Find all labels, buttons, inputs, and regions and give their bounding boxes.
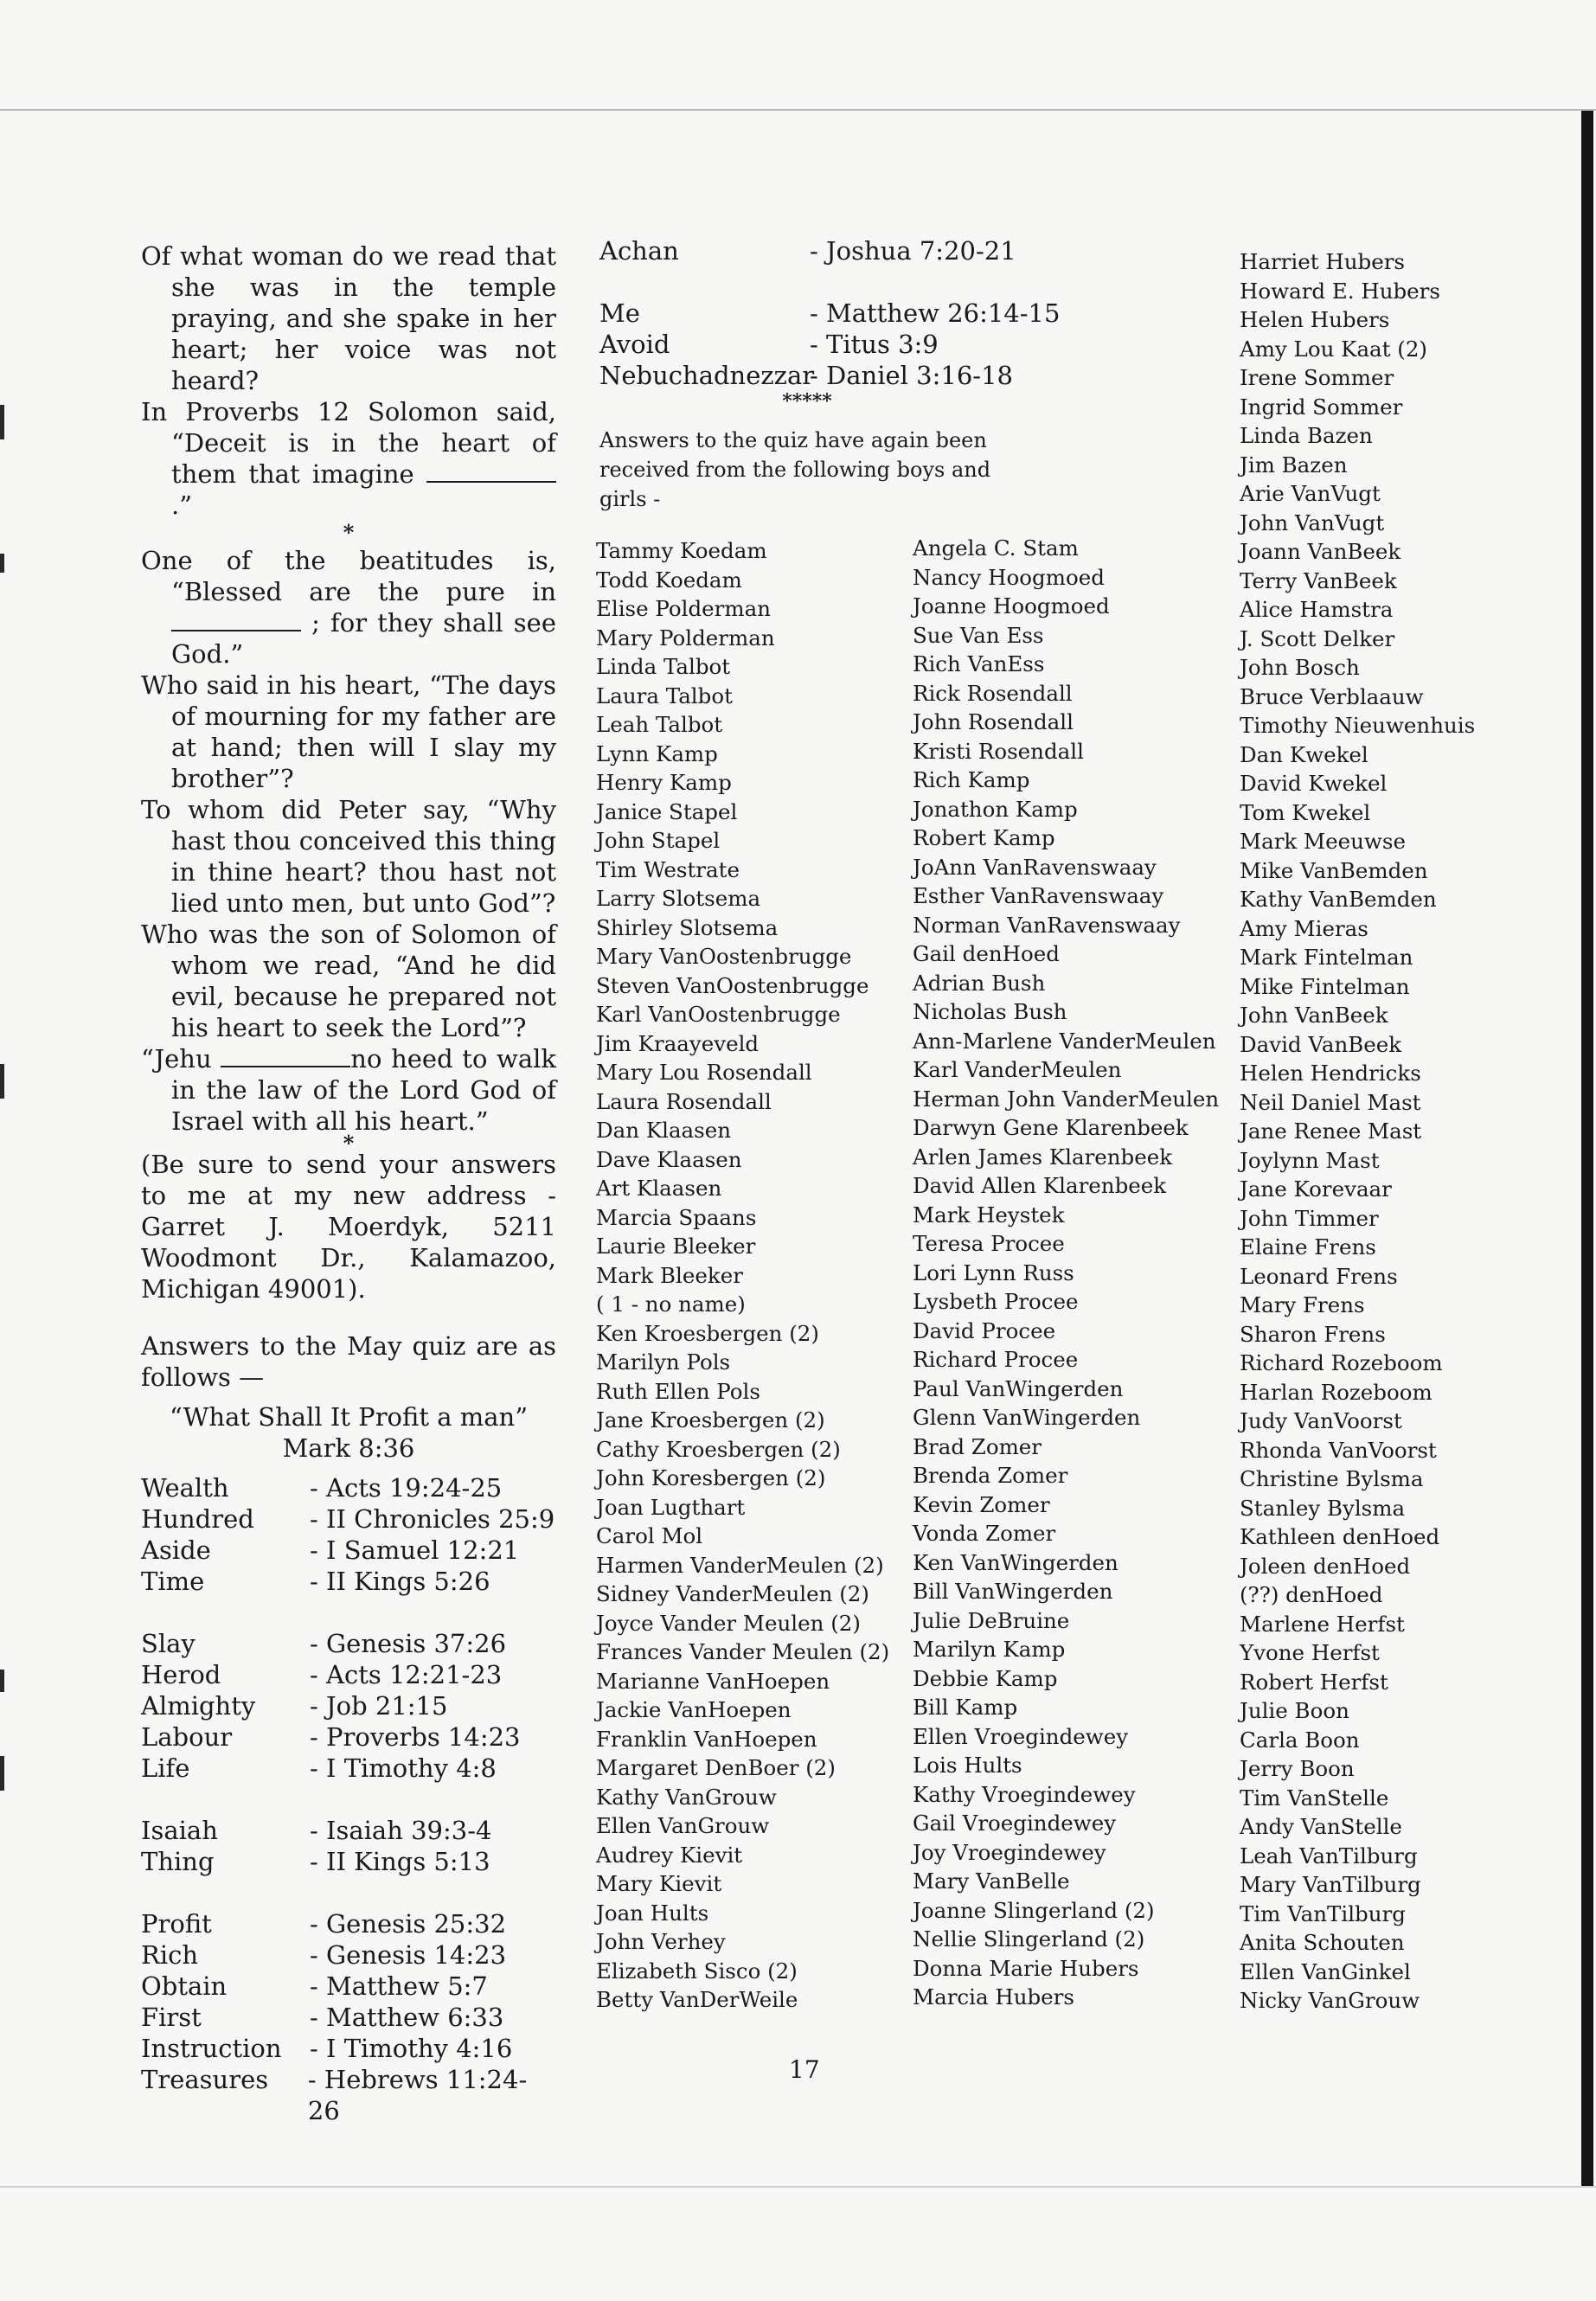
participant-name: Kristi Rosendall	[913, 738, 1084, 764]
question-text: “Jehu	[141, 1044, 212, 1074]
binding-mark	[0, 1064, 4, 1099]
answer-reference: - Genesis 25:32	[310, 1909, 507, 1939]
answer-word	[599, 266, 810, 298]
participant-name: Janice Stapel	[596, 798, 738, 824]
participant-name: Ellen VanGinkel	[1240, 1958, 1411, 1984]
participant-name: Laura Talbot	[596, 683, 733, 708]
participant-name: Debbie Kamp	[913, 1665, 1058, 1691]
participant-name: Glenn VanWingerden	[913, 1405, 1141, 1430]
participant-name: Marcia Spaans	[596, 1204, 757, 1230]
participant-name: Herman John VanderMeulen	[913, 1086, 1220, 1112]
section-divider: *****	[782, 390, 832, 413]
answer-blank	[426, 464, 556, 483]
answer-word: Wealth	[141, 1473, 229, 1503]
answer-word: First	[141, 2003, 202, 2032]
participant-name: Tom Kwekel	[1240, 799, 1371, 825]
participant-name: Mary Kievit	[596, 1871, 722, 1896]
answer-word: Thing	[141, 1847, 215, 1876]
participant-name: Kathy Vroegindewey	[913, 1781, 1136, 1807]
participant-name: Jerry Boon	[1240, 1756, 1355, 1781]
participant-name: Tim Westrate	[596, 856, 740, 882]
participant-name: Laurie Bleeker	[596, 1234, 756, 1259]
participant-name: Steven VanOostenbrugge	[596, 972, 869, 998]
answer-word: Isaiah	[141, 1816, 218, 1845]
participant-name: Rick Rosendall	[913, 680, 1073, 706]
group-spacer	[141, 1784, 556, 1815]
participant-name: John Bosch	[1240, 655, 1360, 680]
participant-name: Jane Kroesbergen (2)	[596, 1407, 825, 1433]
participant-name: JoAnn VanRavenswaay	[913, 854, 1157, 880]
participant-name: Todd Koedam	[596, 567, 742, 593]
participant-name: Linda Talbot	[596, 654, 731, 679]
participant-name: Jane Renee Mast	[1240, 1118, 1422, 1144]
quiz-column	[141, 240, 556, 2126]
answer-blank	[171, 612, 301, 631]
answer-list	[141, 1472, 556, 2126]
participant-name: Richard Rozeboom	[1240, 1350, 1443, 1375]
participant-name: Neil Daniel Mast	[1240, 1089, 1421, 1115]
answer-row	[599, 266, 1084, 298]
participant-name: Ellen VanGrouw	[596, 1813, 770, 1838]
answer-row	[599, 329, 1084, 360]
participant-name: Tim VanStelle	[1240, 1785, 1389, 1811]
answer-reference: - I Samuel 12:21	[310, 1535, 520, 1565]
participant-name: ( 1 - no name)	[596, 1292, 746, 1317]
question-text: no heed to walk in the law of the Lord God of Israel with all his heart.”	[171, 1044, 557, 1136]
participant-name: Leah VanTilburg	[1240, 1843, 1418, 1868]
participant-name: Harriet Hubers	[1240, 249, 1405, 274]
answer-row	[141, 1939, 556, 1971]
participant-name: Mary VanTilburg	[1240, 1872, 1421, 1897]
participant-name: Mike VanBemden	[1240, 857, 1428, 883]
answer-reference: - Job 21:15	[310, 1691, 448, 1721]
participant-name: Rhonda VanVoorst	[1240, 1437, 1437, 1463]
participant-name: Esther VanRavenswaay	[913, 883, 1164, 908]
quiz-reference: Mark 8:36	[282, 1433, 415, 1463]
participant-name: John VanVugt	[1240, 510, 1385, 535]
participant-name: Lynn Kamp	[596, 740, 718, 766]
participant-name: John Koresbergen (2)	[596, 1465, 826, 1490]
participant-name: John Timmer	[1240, 1205, 1379, 1231]
participant-name: Lois Hults	[913, 1753, 1022, 1778]
participant-name: Brenda Zomer	[913, 1463, 1068, 1488]
quiz-question	[141, 396, 556, 521]
answer-word: Time	[141, 1567, 205, 1596]
participant-name: Joan Lugthart	[596, 1494, 746, 1520]
answer-word: Achan	[599, 236, 679, 266]
participant-name: Jackie VanHoepen	[596, 1697, 792, 1722]
participant-name: Angela C. Stam	[913, 535, 1079, 561]
question-text: One of the beatitudes is, “Blessed are the pure in	[141, 546, 556, 606]
participant-name: Marlene Herfst	[1240, 1611, 1405, 1637]
participant-name: Kevin Zomer	[913, 1491, 1050, 1517]
quiz-question	[141, 1043, 556, 1137]
participant-name: Ellen Vroegindewey	[913, 1723, 1129, 1749]
participant-name: Marianne VanHoepen	[596, 1668, 830, 1694]
participant-name: Dan Klaasen	[596, 1118, 732, 1143]
participant-name: Shirley Slotsema	[596, 914, 779, 940]
participant-name: Karl VanderMeulen	[913, 1057, 1122, 1082]
answer-reference: - II Kings 5:13	[310, 1847, 490, 1876]
participant-name: Mary Polderman	[596, 625, 775, 651]
answers-intro: Answers to the May quiz are as follows —	[141, 1331, 556, 1392]
participant-name: Laura Rosendall	[596, 1088, 772, 1114]
participant-name: Ken VanWingerden	[913, 1549, 1118, 1575]
answer-reference: - Daniel 3:16-18	[810, 361, 1013, 390]
participant-name: Donna Marie Hubers	[913, 1955, 1139, 1981]
participant-name: Margaret DenBoer (2)	[596, 1755, 836, 1780]
answer-row	[141, 1628, 556, 1659]
section-divider: *	[343, 520, 355, 545]
participant-name: Nellie Slingerland (2)	[913, 1926, 1145, 1952]
participant-name: Mary VanOostenbrugge	[596, 944, 852, 969]
quiz-question: To whom did Peter say, “Why hast thou conceived this thing in thine heart? thou hast not lied unto men, but unto God”?	[141, 795, 556, 918]
quiz-question: Of what woman do we read that she was in the temple praying, and she spake in her heart; her voice was not heard?	[141, 241, 556, 395]
answer-row	[141, 2064, 556, 2126]
quiz-question	[141, 545, 556, 670]
participant-name: Nancy Hoogmoed	[913, 564, 1105, 590]
participant-name: Leonard Frens	[1240, 1263, 1398, 1289]
participant-name: Yvone Herfst	[1240, 1640, 1380, 1665]
participant-name: Christine Bylsma	[1240, 1466, 1424, 1491]
page-top-edge	[0, 109, 1596, 111]
answer-row	[141, 1815, 556, 1846]
participant-name: Paul VanWingerden	[913, 1375, 1124, 1401]
participant-name: John Stapel	[596, 828, 721, 853]
participant-name: David Kwekel	[1240, 771, 1388, 796]
participant-name: Bruce Verblaauw	[1240, 683, 1424, 709]
answer-reference: - I Timothy 4:16	[310, 2034, 513, 2063]
quiz-question: Who said in his heart, “The days of mourning for my father are at hand; then will I slay my brother”?	[141, 670, 556, 793]
answer-word: Obtain	[141, 1971, 228, 2001]
participant-name: Tammy Koedam	[596, 538, 767, 563]
participant-name: Franklin VanHoepen	[596, 1726, 817, 1752]
participant-name: David Procee	[913, 1317, 1056, 1343]
participant-name: Jonathon Kamp	[913, 796, 1078, 822]
participant-name: Robert Herfst	[1240, 1669, 1388, 1695]
answer-row	[141, 1503, 556, 1535]
binding-mark	[0, 554, 4, 573]
participant-name: Marilyn Pols	[596, 1349, 731, 1375]
answer-word: Avoid	[599, 330, 670, 359]
participant-name: John Verhey	[596, 1929, 726, 1954]
participant-name: Arlen James Klarenbeek	[913, 1144, 1173, 1170]
names-list-1	[596, 536, 889, 2015]
participant-name: Joyce Vander Meulen (2)	[596, 1610, 861, 1636]
participant-name: Mike Fintelman	[1240, 973, 1410, 999]
participant-name: John VanBeek	[1240, 1003, 1388, 1028]
participant-name: Art Klaasen	[596, 1176, 722, 1201]
participant-name: Carla Boon	[1240, 1727, 1360, 1753]
question-text: ; for they shall see God.”	[171, 608, 556, 669]
participant-name: Terry VanBeek	[1240, 567, 1397, 593]
participant-name: Kathy VanBemden	[1240, 887, 1437, 912]
participant-name: Lysbeth Procee	[913, 1289, 1079, 1314]
participant-name: Sidney VanderMeulen (2)	[596, 1581, 869, 1606]
group-spacer	[141, 1597, 556, 1628]
answer-word: Nebuchadnezzar	[599, 361, 815, 390]
participant-name: Amy Lou Kaat (2)	[1240, 336, 1427, 362]
answer-reference: - Matthew 6:33	[310, 2003, 504, 2032]
binding-mark	[0, 1756, 4, 1791]
participant-name: Anita Schouten	[1240, 1930, 1405, 1955]
page-bottom-edge	[0, 2186, 1596, 2188]
participant-name: Mary Lou Rosendall	[596, 1060, 812, 1085]
quiz-title: “What Shall It Profit a man”	[169, 1402, 529, 1432]
participant-name: Mark Bleeker	[596, 1262, 743, 1288]
participant-name: Richard Procee	[913, 1347, 1079, 1372]
participant-name: Joann VanBeek	[1240, 539, 1401, 564]
answer-reference: - Titus 3:9	[810, 330, 939, 359]
participant-name: Harmen VanderMeulen (2)	[596, 1552, 884, 1578]
answer-word: Labour	[141, 1722, 233, 1752]
answer-reference: - Hebrews 11:24-26	[307, 2065, 528, 2125]
answer-word: Hundred	[141, 1504, 254, 1534]
participant-name: Darwyn Gene Klarenbeek	[913, 1115, 1189, 1140]
section-divider: *	[343, 1131, 355, 1156]
answer-reference: - Acts 19:24-25	[310, 1473, 503, 1503]
participant-name: Carol Mol	[596, 1523, 703, 1548]
participant-name: Elise Polderman	[596, 596, 772, 621]
answer-row	[141, 1566, 556, 1597]
names-list-2	[913, 534, 1219, 2012]
participant-name: Irene Sommer	[1240, 365, 1394, 390]
participant-name: Joanne Slingerland (2)	[913, 1897, 1155, 1923]
participant-name: Cathy Kroesbergen (2)	[596, 1436, 841, 1462]
answer-reference: - Proverbs 14:23	[310, 1722, 521, 1752]
participant-name: Vonda Zomer	[913, 1521, 1056, 1546]
answer-word: Rich	[141, 1940, 199, 1970]
participant-name: Betty VanDerWeile	[596, 1987, 798, 2012]
answer-reference: - Acts 12:21-23	[310, 1660, 503, 1689]
participant-name: Helen Hubers	[1240, 307, 1390, 332]
participant-name: Sharon Frens	[1240, 1321, 1386, 1347]
participant-name: Gail denHoed	[913, 941, 1060, 966]
answer-row	[141, 1846, 556, 1877]
participant-name: Andy VanStelle	[1240, 1814, 1402, 1839]
answer-reference: - Joshua 7:20-21	[810, 236, 1016, 266]
participant-name: Brad Zomer	[913, 1433, 1042, 1459]
participant-name: Teresa Procee	[913, 1231, 1065, 1256]
participant-name: Ingrid Sommer	[1240, 394, 1403, 420]
participant-name: Audrey Kievit	[596, 1842, 743, 1868]
participant-name: Mark Heystek	[913, 1202, 1065, 1227]
participant-name: Howard E. Hubers	[1240, 278, 1440, 304]
participant-name: Dave Klaasen	[596, 1146, 742, 1172]
answer-reference: - II Kings 5:26	[310, 1567, 490, 1596]
participant-name: (??) denHoed	[1240, 1582, 1383, 1607]
participant-name: David VanBeek	[1240, 1031, 1402, 1057]
participant-name: Robert Kamp	[913, 825, 1055, 850]
answer-row	[141, 1753, 556, 1784]
participant-name: Mark Meeuwse	[1240, 829, 1406, 854]
participant-name: Leah Talbot	[596, 712, 723, 737]
participant-name: Lori Lynn Russ	[913, 1259, 1074, 1285]
answer-word: Me	[599, 298, 640, 328]
participant-name: Joanne Hoogmoed	[913, 593, 1110, 619]
participant-name: Karl VanOostenbrugge	[596, 1002, 841, 1027]
participant-name: Mark Fintelman	[1240, 945, 1413, 970]
participant-name: Joylynn Mast	[1240, 1147, 1380, 1173]
participant-name: Elizabeth Sisco (2)	[596, 1958, 798, 1984]
participant-name: Timothy Nieuwenhuis	[1240, 713, 1476, 738]
participant-name: Elaine Frens	[1240, 1234, 1376, 1259]
quiz-question: Who was the son of Solomon of whom we read, “And he did evil, because he prepared not his heart to seek the Lord”?	[141, 920, 556, 1042]
participant-name: Linda Bazen	[1240, 423, 1373, 448]
answer-word: Treasures	[141, 2065, 269, 2094]
answer-row	[141, 1472, 556, 1503]
answer-row	[599, 298, 1084, 329]
participant-name: Gail Vroegindewey	[913, 1811, 1117, 1836]
answer-row	[141, 1908, 556, 1939]
participant-name: Amy Mieras	[1240, 915, 1368, 941]
answer-row	[141, 1971, 556, 2002]
answers-continued	[599, 235, 1084, 514]
answer-row	[141, 1690, 556, 1721]
answer-reference: - Isaiah 39:3-4	[310, 1816, 492, 1845]
participant-name: Dan Kwekel	[1240, 741, 1368, 767]
page-right-edge	[1581, 111, 1593, 2187]
participant-name: Bill VanWingerden	[913, 1579, 1113, 1604]
answer-row	[599, 235, 1084, 266]
participant-name: Marcia Hubers	[913, 1984, 1074, 2009]
answer-word: Profit	[141, 1909, 212, 1939]
answer-row	[141, 1535, 556, 1566]
binding-mark	[0, 1670, 4, 1692]
answer-row	[141, 2002, 556, 2033]
participant-name: Jane Korevaar	[1240, 1176, 1392, 1202]
answer-row	[141, 1721, 556, 1753]
participant-name: Joy Vroegindewey	[913, 1839, 1106, 1865]
participant-name: Joleen denHoed	[1240, 1553, 1411, 1579]
answer-reference: - Genesis 14:23	[310, 1940, 507, 1970]
participant-name: Ann-Marlene VanderMeulen	[913, 1028, 1216, 1054]
address-note: (Be sure to send your answers to me at my new address - Garret J. Moerdyk, 5211 Woodmont Dr., Kalamazoo, Michigan 49001).	[141, 1150, 556, 1304]
participant-name: Rich Kamp	[913, 767, 1030, 792]
group-spacer	[141, 1877, 556, 1908]
answer-word: Instruction	[141, 2034, 282, 2063]
answer-row	[599, 360, 1084, 391]
participant-name: Rich VanEss	[913, 651, 1045, 676]
participant-name: Alice Hamstra	[1240, 597, 1394, 622]
participant-name: Ruth Ellen Pols	[596, 1378, 760, 1404]
answer-reference: - II Chronicles 25:9	[310, 1504, 555, 1534]
names-list-3	[1240, 247, 1475, 2016]
participant-name: Frances Vander Meulen (2)	[596, 1639, 890, 1664]
participant-name: David Allen Klarenbeek	[913, 1173, 1167, 1198]
participant-name: Norman VanRavenswaay	[913, 912, 1181, 938]
participant-name: Mary VanBelle	[913, 1868, 1070, 1894]
answer-word: Aside	[141, 1535, 211, 1565]
participant-name: Julie Boon	[1240, 1698, 1349, 1723]
participant-name: Arie VanVugt	[1240, 481, 1381, 506]
participant-name: Julie DeBruine	[913, 1607, 1070, 1633]
answer-list	[599, 235, 1084, 391]
answer-word: Life	[141, 1753, 190, 1783]
participant-name: John Rosendall	[913, 709, 1074, 734]
participant-name: Adrian Bush	[913, 970, 1046, 996]
answer-reference: - Matthew 26:14-15	[810, 298, 1061, 328]
participant-name: Stanley Bylsma	[1240, 1495, 1406, 1521]
answer-word: Slay	[141, 1629, 195, 1658]
participant-name: Nicholas Bush	[913, 999, 1067, 1024]
page-number: 17	[789, 2055, 820, 2084]
participant-name: Bill Kamp	[913, 1695, 1018, 1720]
participant-name: Marilyn Kamp	[913, 1637, 1066, 1662]
participant-name: Joan Hults	[596, 1900, 709, 1926]
participant-name: Kathy VanGrouw	[596, 1784, 777, 1810]
question-text: .”	[171, 490, 193, 520]
participant-name: Mary Frens	[1240, 1292, 1365, 1317]
participant-name: Nicky VanGrouw	[1240, 1988, 1420, 2013]
answer-reference: - Genesis 37:26	[310, 1629, 507, 1658]
answer-blank	[221, 1048, 350, 1067]
participant-name: Tim VanTilburg	[1240, 1900, 1406, 1926]
participant-name: J. Scott Delker	[1240, 625, 1395, 651]
participant-name: Henry Kamp	[596, 770, 732, 795]
participant-name: Kathleen denHoed	[1240, 1524, 1440, 1549]
answer-row	[141, 1659, 556, 1690]
answer-row	[141, 2033, 556, 2064]
participant-name: Jim Kraayeveld	[596, 1030, 760, 1056]
participant-name: Harlan Rozeboom	[1240, 1379, 1433, 1405]
received-text: Answers to the quiz have again been received from the following boys and girls -	[599, 428, 991, 511]
participant-name: Ken Kroesbergen (2)	[596, 1320, 819, 1346]
participant-name: Judy VanVoorst	[1240, 1408, 1402, 1433]
answer-word: Almighty	[141, 1691, 256, 1721]
answer-reference: - I Timothy 4:8	[310, 1753, 497, 1783]
question-text: In Proverbs 12 Solomon said, “Deceit is in the heart of them that imagine	[141, 397, 556, 489]
answer-word: Herod	[141, 1660, 221, 1689]
answer-reference: - Matthew 5:7	[310, 1971, 488, 2001]
participant-name: Helen Hendricks	[1240, 1061, 1421, 1086]
participant-name: Larry Slotsema	[596, 886, 761, 911]
binding-mark	[0, 405, 4, 439]
participant-name: Jim Bazen	[1240, 452, 1348, 478]
participant-name: Sue Van Ess	[913, 622, 1044, 648]
